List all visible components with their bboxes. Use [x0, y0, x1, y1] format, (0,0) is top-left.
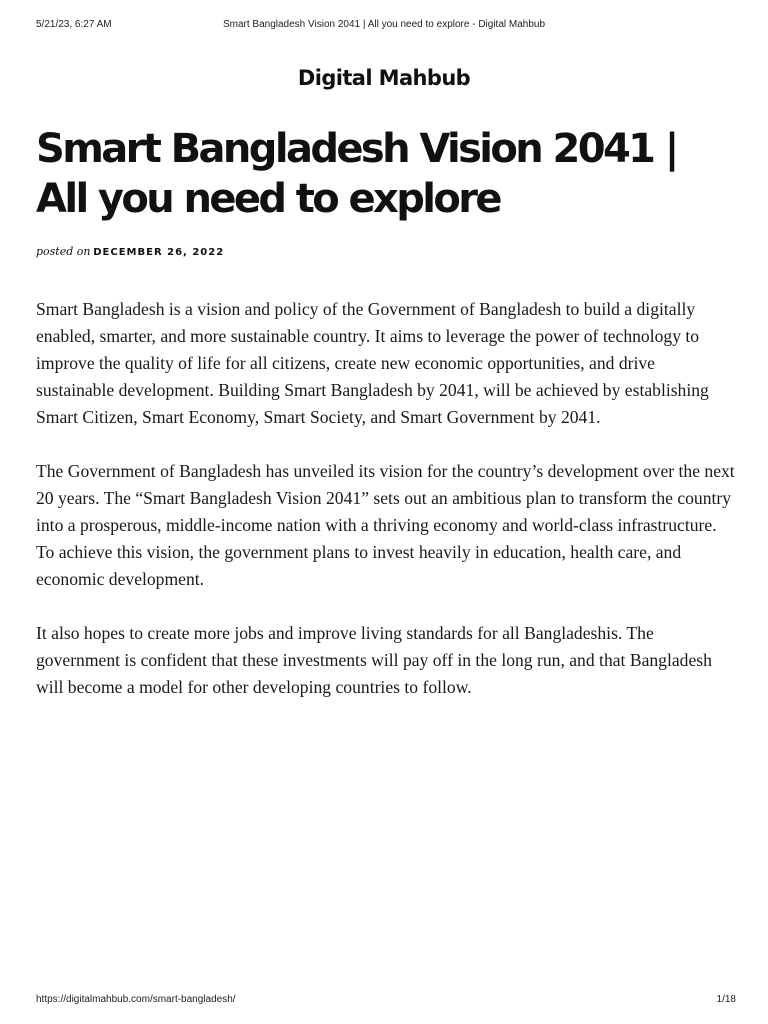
print-header — [0, 19, 768, 33]
print-document-title: Smart Bangladesh Vision 2041 | All you need to explore - Digital Mahbub — [222, 19, 546, 30]
site-name-link[interactable]: Digital Mahbub — [297, 66, 471, 90]
posted-date: DECEMBER 26, 2022 — [93, 247, 225, 258]
page-count: 1/18 — [716, 994, 736, 1005]
print-footer — [0, 994, 768, 1008]
article-paragraph: The Government of Bangladesh has unveiled its vision for the country’s development over the next 20 years. The “Smart Bangladesh Vision 2041” sets out an ambitious plan to transform the country into a prosperous, middle-income nation with a thriving economy and world-class infrastructure. To achieve this vision, the government plans to invest heavily in education, health care, and economic development. — [36, 461, 735, 589]
post-meta — [36, 245, 224, 258]
posted-label: posted on — [36, 245, 91, 258]
print-timestamp: 5/21/23, 6:27 AM — [36, 19, 112, 30]
article-title: Smart Bangladesh Vision 2041 | All you need to explore — [36, 126, 677, 222]
article-paragraph: It also hopes to create more jobs and improve living standards for all Bangladeshis. The government is confident that these investments will pay off in the long run, and that Bangladesh will become a model for other developing countries to follow. — [36, 623, 712, 697]
page-url: https://digitalmahbub.com/smart-bangladesh/ — [36, 994, 236, 1005]
article-paragraph: Smart Bangladesh is a vision and policy of the Government of Bangladesh to build a digitally enabled, smarter, and more sustainable country. It aims to leverage the power of technology to improve the quality of life for all citizens, create new economic opportunities, and drive sustainable development. Building Smart Bangladesh by 2041, will be achieved by establishing Smart Citizen, Smart Economy, Smart Society, and Smart Government by 2041. — [36, 299, 709, 427]
article-body — [36, 296, 736, 728]
